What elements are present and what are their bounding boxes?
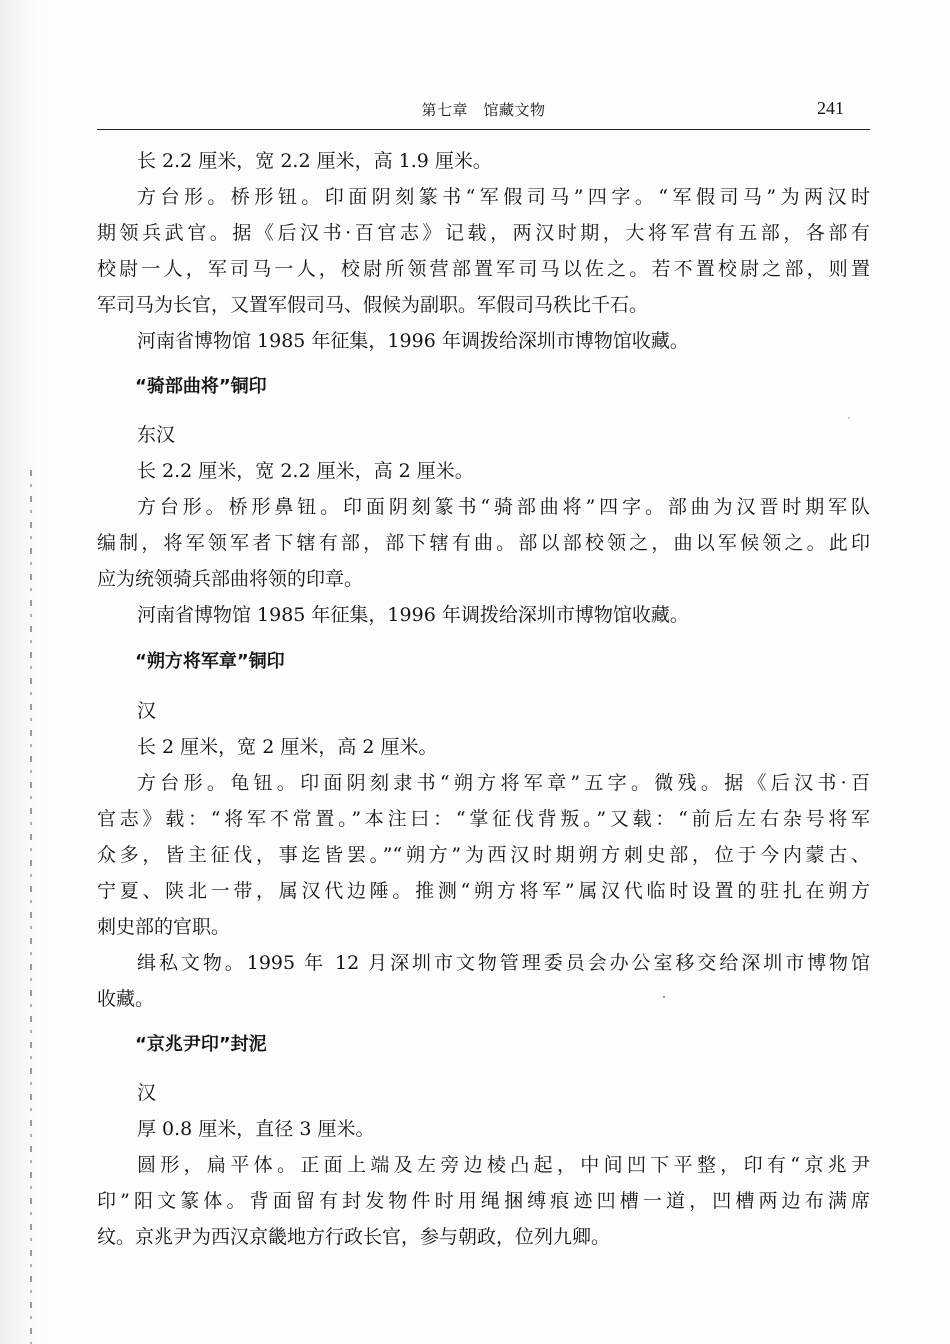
entry3-description-line: 方台形。龟钮。印面阴刻隶书“朔方将军章”五字。微残。据《后汉书·百: [137, 772, 870, 794]
entry4-description-line: 纹。京兆尹为西汉京畿地方行政长官，参与朝政，位列九卿。: [97, 1226, 611, 1248]
entry4-period: 汉: [137, 1082, 157, 1104]
page-body: [97, 146, 870, 1252]
entry3-description-line: 宁夏、陕北一带，属汉代边陲。推测“朔方将军”属汉代临时设置的驻扎在朔方: [97, 880, 870, 902]
scan-speck: [848, 417, 850, 419]
entry3-provenance-line: 缉私文物。1995 年 12 月深圳市文物管理委员会办公室移交给深圳市博物馆: [137, 952, 870, 974]
entry1-dimensions: 长 2.2 厘米，宽 2.2 厘米，高 1.9 厘米。: [137, 150, 492, 172]
entry1-description-line: 方台形。桥形钮。印面阴刻篆书“军假司马”四字。“军假司马”为两汉时: [137, 186, 870, 208]
entry1-description-line: 军司马为长官，又置军假司马、假候为副职。军假司马秩比千石。: [97, 294, 649, 316]
scan-speck: [663, 996, 665, 998]
entry2-dimensions: 长 2.2 厘米，宽 2.2 厘米，高 2 厘米。: [137, 460, 474, 482]
entry4-title: “京兆尹印”封泥: [135, 1034, 267, 1055]
entry3-provenance-line: 收藏。: [97, 988, 155, 1010]
entry3-title: “朔方将军章”铜印: [135, 651, 285, 672]
entry4-description-line: 印”阳文篆体。背面留有封发物件时用绳捆缚痕迹凹槽一道，凹槽两边布满席: [97, 1190, 870, 1212]
entry3-description-line: 官志》载：“将军不常置。”本注曰：“掌征伐背叛。”又载：“前后左右杂号将军: [97, 808, 870, 830]
page-number: 241: [817, 98, 844, 118]
entry3-period: 汉: [137, 700, 157, 722]
entry2-title: “骑部曲将”铜印: [135, 376, 267, 397]
entry2-description-line: 方台形。桥形鼻钮。印面阴刻篆书“骑部曲将”四字。部曲为汉晋时期军队: [137, 496, 870, 518]
running-head: 第七章 馆藏文物: [421, 101, 546, 119]
entry4-description-line: 圆形，扁平体。正面上端及左旁边棱凸起，中间凹下平整，印有“京兆尹: [137, 1154, 870, 1176]
page-header: [97, 97, 870, 130]
entry3-dimensions: 长 2 厘米，宽 2 厘米，高 2 厘米。: [137, 736, 438, 758]
entry3-description-line: 众多，皆主征伐，事迄皆罢。”“朔方”为西汉时期朔方刺史部，位于今内蒙古、: [97, 844, 870, 866]
entry2-description-line: 编制，将军领军者下辖有部，部下辖有曲。部以部校领之，曲以军候领之。此印: [97, 532, 870, 554]
binding-stitch-line: [30, 470, 32, 1344]
entry4-dimensions: 厚 0.8 厘米，直径 3 厘米。: [137, 1118, 375, 1140]
book-binding-shadow: [0, 0, 48, 1344]
entry2-period: 东汉: [137, 424, 176, 446]
entry1-provenance: 河南省博物馆 1985 年征集，1996 年调拨给深圳市博物馆收藏。: [137, 330, 689, 352]
entry3-description-line: 刺史部的官职。: [97, 916, 231, 938]
entry2-description-line: 应为统领骑兵部曲将领的印章。: [97, 568, 364, 590]
entry1-description-line: 校尉一人，军司马一人，校尉所领营部置军司马以佐之。若不置校尉之部，则置: [97, 258, 870, 280]
entry1-description-line: 期领兵武官。据《后汉书·百官志》记载，两汉时期，大将军营有五部，各部有: [97, 222, 870, 244]
entry2-provenance: 河南省博物馆 1985 年征集，1996 年调拨给深圳市博物馆收藏。: [137, 604, 689, 626]
